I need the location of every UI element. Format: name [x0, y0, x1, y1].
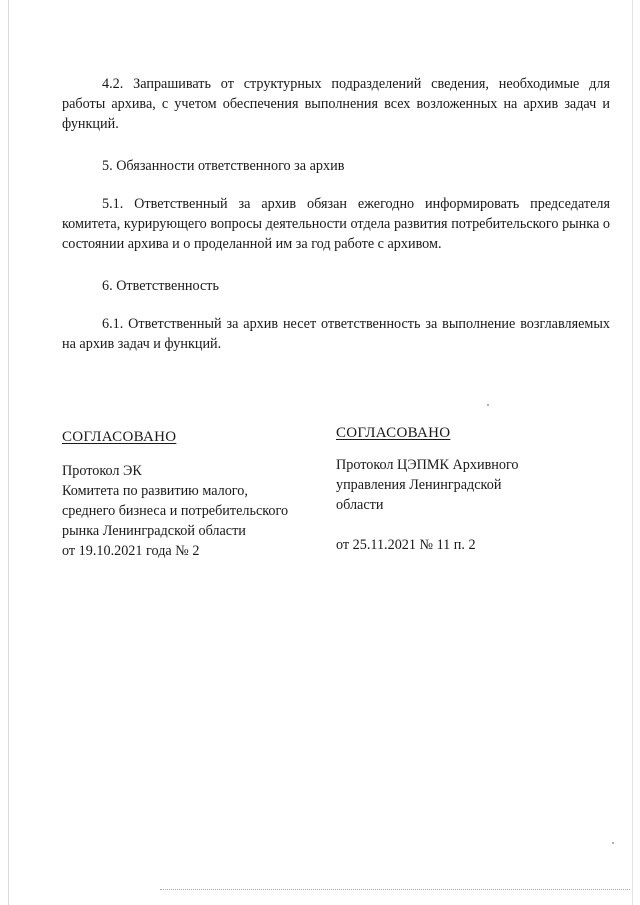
- paragraph-6-1: 6.1. Ответственный за архив несет ответственность за выполнение возглавляемых на архив задач и функций.: [62, 316, 610, 352]
- approval-right: [336, 423, 610, 561]
- section-heading-6: 6. Ответственность: [102, 278, 219, 294]
- approval-right-line: управления Ленинградской: [336, 477, 502, 493]
- approval-blocks: [62, 423, 610, 561]
- document-body: [62, 74, 610, 354]
- section-heading-5: 5. Обязанности ответственного за архив: [102, 158, 345, 174]
- approval-right-line: области: [336, 497, 384, 513]
- approval-left-title: СОГЛАСОВАНО: [62, 429, 177, 445]
- approval-right-title: СОГЛАСОВАНО: [336, 425, 451, 441]
- paragraph-4-2: 4.2. Запрашивать от структурных подразделений сведения, необходимые для работы архива, с учетом обеспечения выполнения всех возложенных на архив задач и функций.: [62, 76, 610, 132]
- approval-left-date: от 19.10.2021 года № 2: [62, 543, 200, 559]
- scan-speck: [487, 404, 489, 406]
- approval-left-line: рынка Ленинградской области: [62, 523, 246, 539]
- approval-left: [62, 423, 336, 561]
- approval-right-line: Протокол ЦЭПМК Архивного: [336, 457, 519, 473]
- scan-artifact-bottom: [160, 889, 630, 891]
- approval-left-line: среднего бизнеса и потребительского: [62, 503, 289, 519]
- approval-left-line: Протокол ЭК: [62, 463, 142, 479]
- paragraph-5-1: 5.1. Ответственный за архив обязан ежегодно информировать председателя комитета, курирующего вопросы деятельности отдела развития потребительского рынка о состоянии архива и о проделанной им за год работе с архивом.: [62, 196, 610, 252]
- scan-speck: [612, 842, 614, 844]
- scan-edge-right: [632, 0, 633, 905]
- approval-left-line: Комитета по развитию малого,: [62, 483, 248, 499]
- approval-right-date: от 25.11.2021 № 11 п. 2: [336, 537, 476, 553]
- scan-edge-left: [8, 0, 9, 905]
